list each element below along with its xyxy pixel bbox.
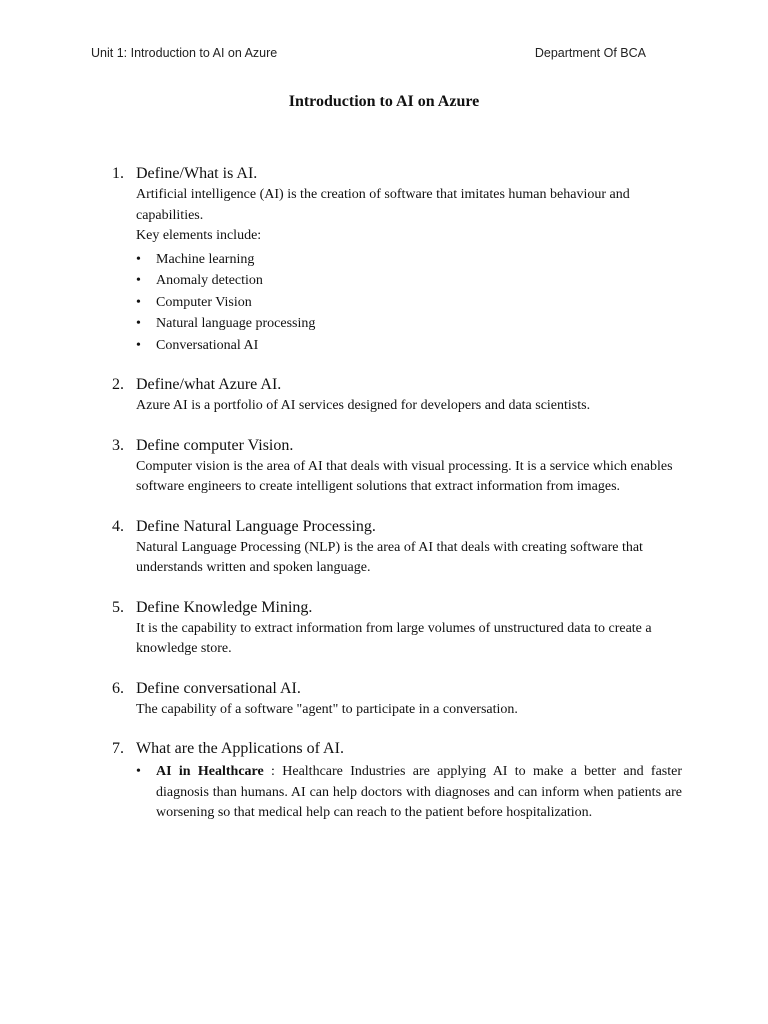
list-item-text: Computer Vision xyxy=(156,294,252,310)
question-heading xyxy=(112,516,682,538)
bullet-icon: • xyxy=(136,294,141,310)
question-heading-text: What are the Applications of AI. xyxy=(136,740,344,758)
question-2 xyxy=(112,374,682,417)
question-number: 4. xyxy=(112,517,124,535)
page-header xyxy=(91,46,646,60)
key-elements-list xyxy=(112,249,682,357)
question-number: 2. xyxy=(112,376,124,394)
bullet-icon: • xyxy=(136,273,141,289)
question-answer xyxy=(136,619,682,660)
application-term: AI in Healthcare xyxy=(156,764,264,780)
question-number: 6. xyxy=(112,679,124,697)
answer-paragraph: Natural Language Processing (NLP) is the area of AI that deals with creating software that understands written and spoken language. xyxy=(136,539,643,576)
list-item-text: Conversational AI xyxy=(156,337,259,353)
question-4 xyxy=(112,516,682,579)
bullet-icon: • xyxy=(136,337,141,353)
bullet-icon: • xyxy=(136,764,141,780)
list-item xyxy=(136,270,682,292)
question-heading xyxy=(112,678,682,700)
answer-paragraph: Azure AI is a portfolio of AI services designed for developers and data scientists. xyxy=(136,398,591,414)
document-title: Introduction to AI on Azure xyxy=(288,93,480,110)
list-item xyxy=(136,313,682,335)
question-3 xyxy=(112,435,682,498)
question-1 xyxy=(112,163,682,356)
list-item xyxy=(136,335,682,357)
list-item xyxy=(136,762,682,824)
question-number: 7. xyxy=(112,740,124,758)
header-unit-title: Unit 1: Introduction to AI on Azure xyxy=(91,46,278,60)
question-5 xyxy=(112,597,682,660)
applications-list xyxy=(112,762,682,824)
question-answer xyxy=(136,185,682,247)
answer-paragraph: The capability of a software "agent" to participate in a conversation. xyxy=(136,701,518,717)
question-heading-text: Define Knowledge Mining. xyxy=(136,598,313,616)
question-heading xyxy=(112,374,682,396)
question-7 xyxy=(112,738,682,824)
question-heading-text: Define Natural Language Processing. xyxy=(136,517,376,535)
list-item-text: Machine learning xyxy=(156,251,255,267)
question-heading xyxy=(112,597,682,619)
question-heading-text: Define computer Vision. xyxy=(136,436,294,454)
answer-paragraph: Artificial intelligence (AI) is the creation of software that imitates human behaviour and capabilities. xyxy=(136,187,630,223)
list-item-text: Natural language processing xyxy=(156,316,316,332)
question-answer xyxy=(136,457,682,498)
question-heading-text: Define/What is AI. xyxy=(136,165,258,182)
answer-paragraph: Key elements include: xyxy=(136,228,262,243)
header-department: Department Of BCA xyxy=(534,46,646,60)
list-item-text: Anomaly detection xyxy=(156,273,263,289)
answer-paragraph: It is the capability to extract information from large volumes of unstructured data to create a knowledge store. xyxy=(136,620,652,657)
question-number: 3. xyxy=(112,436,124,454)
question-heading xyxy=(112,738,682,760)
bullet-icon: • xyxy=(136,316,141,332)
question-number: 5. xyxy=(112,598,124,616)
application-description: : Healthcare Industries are applying AI to make a better and faster diagnosis than humans. AI can help doctors with diagnoses and can inform when patients are worsening so that medical help can reach to the patient before hospitalization. xyxy=(156,764,682,821)
question-6 xyxy=(112,678,682,721)
question-heading-text: Define conversational AI. xyxy=(136,679,301,697)
question-answer xyxy=(136,396,682,417)
question-number: 1. xyxy=(112,165,124,182)
list-item xyxy=(136,249,682,271)
list-item xyxy=(136,292,682,314)
question-heading-text: Define/what Azure AI. xyxy=(136,376,282,394)
question-heading xyxy=(112,163,682,185)
question-heading xyxy=(112,435,682,457)
document-body xyxy=(112,163,682,842)
bullet-icon: • xyxy=(136,251,141,267)
question-answer xyxy=(136,538,682,579)
answer-paragraph: Computer vision is the area of AI that deals with visual processing. It is a service which enables software engineers to create intelligent solutions that extract information from images. xyxy=(136,458,673,495)
question-answer xyxy=(136,700,682,721)
